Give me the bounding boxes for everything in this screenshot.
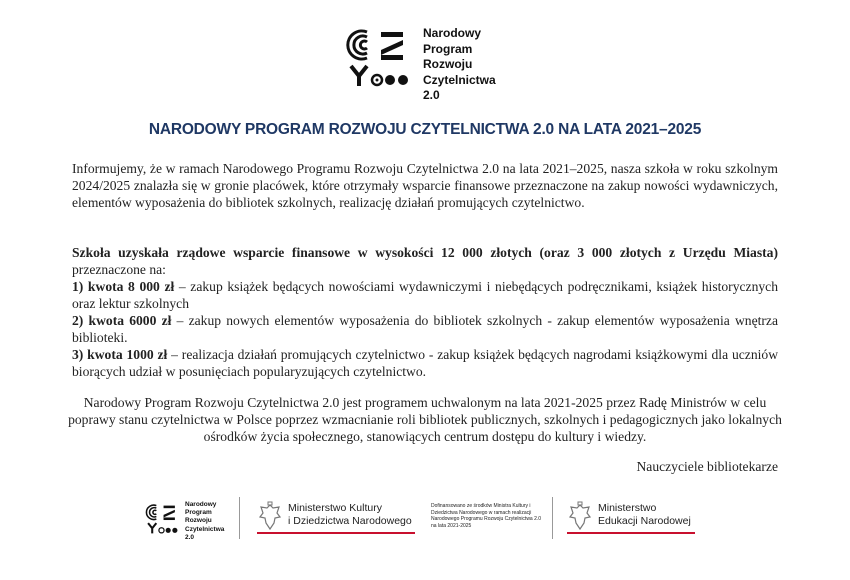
nprc-logo-text: Narodowy Program Rozwoju Czytelnictwa 2.0 xyxy=(423,26,496,102)
mkidn-red-bar xyxy=(257,532,415,534)
program-description-paragraph: Narodowy Program Rozwoju Czytelnictwa 2.0 jest programem uchwalonym na lata 2021-2025 przez Radę Ministrów w celu poprawy stanu czytelnictwa w Polsce poprzez wzmacnianie roli bibliotek publicznych, szkolnych i pedagogicznych jako lokalnych ośrodków życia społecznego, stanowiących centrum dostępu do kultury i wiedzy. xyxy=(68,395,782,444)
signature: Nauczyciele bibliotekarze xyxy=(636,459,778,474)
men-name: Ministerstwo Edukacji Narodowej xyxy=(598,502,691,527)
eagle-emblem-icon xyxy=(257,501,283,533)
funding-note: Dofinansowano ze środków Ministra Kultury i Dziedzictwa Narodowego w ramach realizacji Narodowego Programu Rozwoju Czytelnictwa 2.0 na lata 2021-2025 xyxy=(431,503,542,529)
footer-divider xyxy=(552,497,553,539)
nprc-logo-mark-icon xyxy=(145,503,179,535)
footer-divider xyxy=(239,497,240,539)
men-red-bar xyxy=(567,532,695,534)
intro-paragraph: Informujemy, że w ramach Narodowego Programu Rozwoju Czytelnictwa 2.0 na lata 2021–2025, nasza szkoła w roku szkolnym 2024/2025 znalazła się w gronie placówek, które otrzymały wsparcie finansowe przeznaczone na zakup nowości wydawniczych, elementów wyposażenia do bibliotek szkolnych, realizację działań promujących czytelnictwo. xyxy=(72,161,778,210)
nprc-logo xyxy=(345,24,515,108)
nprc-logo-mark-icon xyxy=(345,28,411,88)
item-1-text: – zakup książek będących nowościami wydawniczymi i niebędących podręcznikami, książek historycznych oraz lektur szkolnych xyxy=(72,279,778,311)
item-1-amount: 1) kwota 8 000 zł xyxy=(72,279,175,294)
item-3-amount: 3) kwota 1000 zł xyxy=(72,347,168,362)
funding-paragraph xyxy=(72,244,778,380)
mkidn-name: Ministerstwo Kultury i Dziedzictwa Narodowego xyxy=(288,502,412,527)
item-2-amount: 2) kwota 6000 zł xyxy=(72,313,172,328)
footer-logos xyxy=(145,493,705,545)
footer-nprc-text: Narodowy Program Rozwoju Czytelnictwa 2.0 xyxy=(185,501,225,541)
funding-intro-rest: przeznaczone na: xyxy=(72,262,166,277)
eagle-emblem-icon xyxy=(567,501,593,533)
funding-amount-text: Szkoła uzyskała rządowe wsparcie finansowe w wysokości 12 000 złotych (oraz 3 000 złotych z Urzędu Miasta) xyxy=(72,245,778,260)
item-3-text: – realizacja działań promujących czytelnictwo - zakup książek będących nagrodami książkowymi dla uczniów biorących udział w posunięciach popularyzujących czytelnictwo. xyxy=(72,347,779,379)
page-title: NARODOWY PROGRAM ROZWOJU CZYTELNICTWA 2.0 NA LATA 2021–2025 xyxy=(148,121,702,138)
item-2-text: – zakup nowych elementów wyposażenia do bibliotek szkolnych - zakup elementów wyposażenia wnętrza biblioteki. xyxy=(72,313,778,345)
